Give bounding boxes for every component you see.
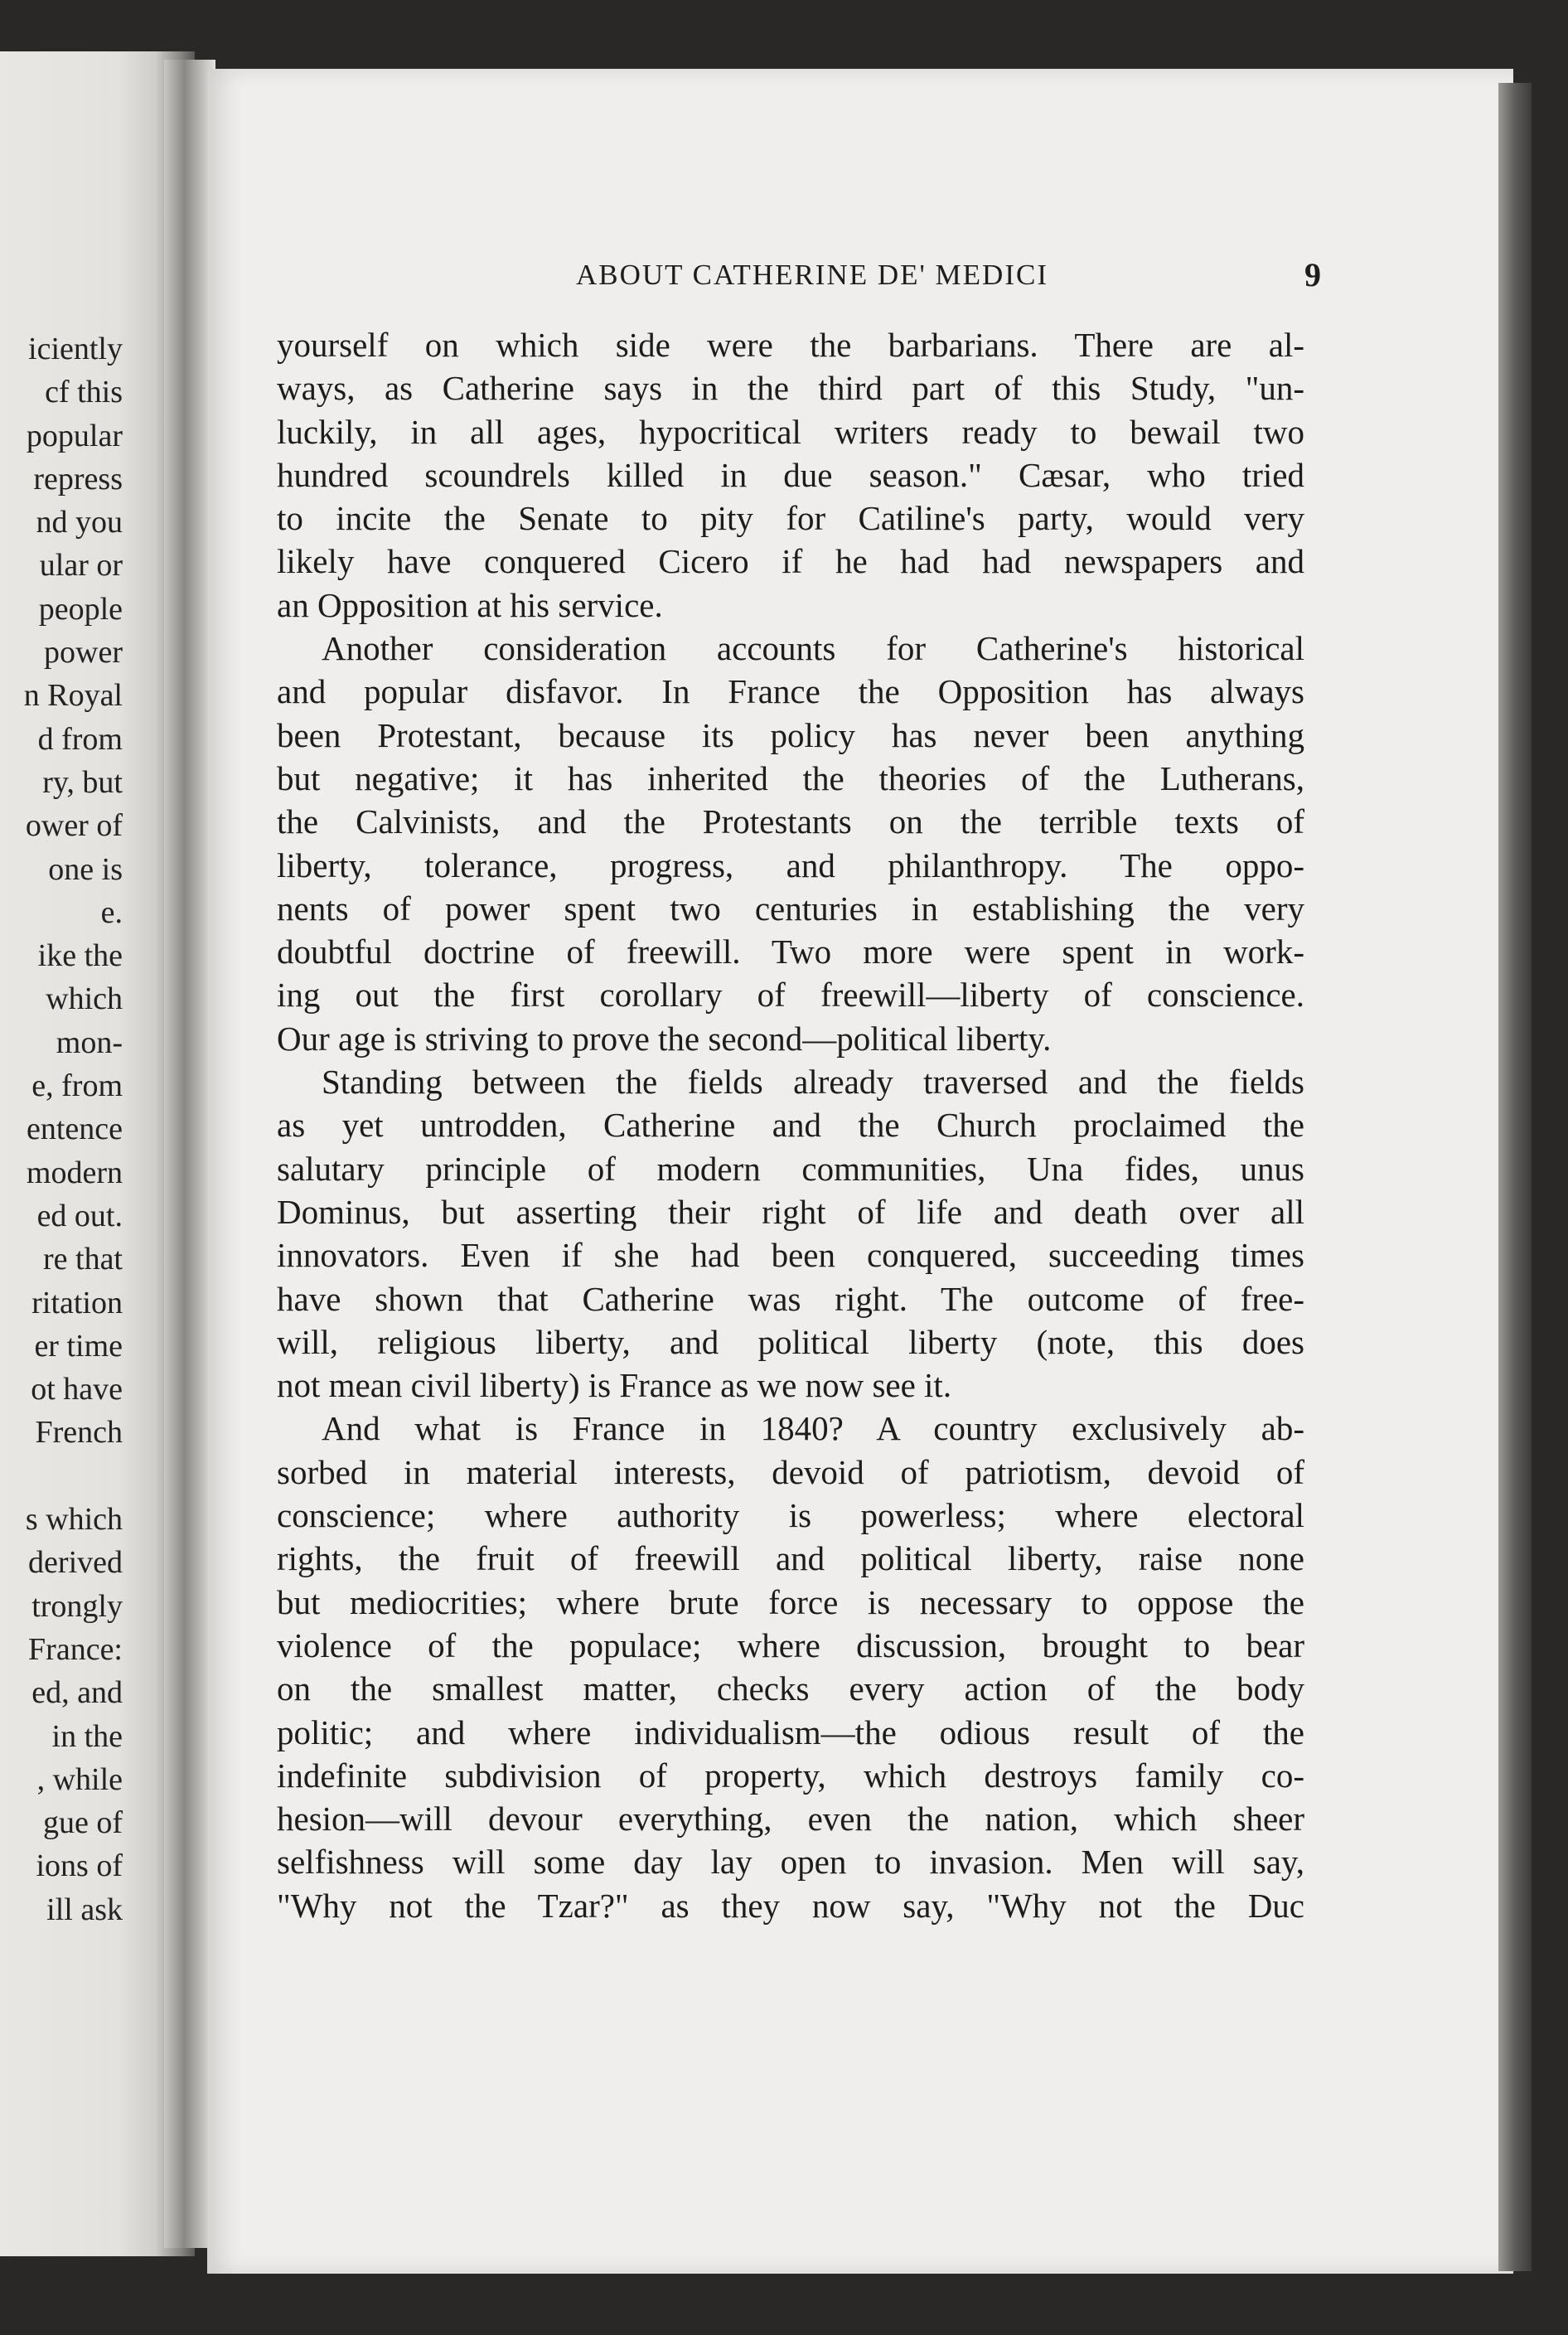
text-line: likely have conquered Cicero if he had had newspapers and bbox=[277, 542, 1304, 581]
left-page-line: e, from bbox=[31, 1068, 123, 1104]
left-page-line: mon- bbox=[56, 1025, 123, 1060]
text-line: Our age is striving to prove the second—political liberty. bbox=[277, 1019, 1052, 1058]
left-page-line: cf this bbox=[45, 375, 123, 410]
text-line: sorbed in material interests, devoid of patriotism, devoid of bbox=[277, 1452, 1304, 1491]
left-page-line: s which bbox=[25, 1502, 123, 1538]
text-line: ways, as Catherine says in the third part of this Study, "un- bbox=[277, 369, 1304, 408]
left-page-line: gue of bbox=[42, 1805, 123, 1841]
left-page-line: power bbox=[44, 635, 123, 671]
left-page-line: iciently bbox=[28, 332, 123, 366]
text-line: And what is France in 1840? A country exclusively ab- bbox=[322, 1409, 1304, 1448]
left-page-line: ower of bbox=[25, 808, 123, 844]
page-edge bbox=[1498, 83, 1532, 2271]
left-page-line: people bbox=[38, 591, 123, 627]
left-page-line: popular bbox=[26, 418, 123, 453]
text-line: yourself on which side were the barbarians. There are al- bbox=[277, 326, 1304, 364]
left-page-line: in the bbox=[51, 1718, 123, 1754]
left-page-line: d from bbox=[37, 721, 123, 757]
text-line: Standing between the fields already traversed and the fields bbox=[322, 1063, 1304, 1102]
left-page-line: which bbox=[46, 981, 123, 1017]
text-line: hundred scoundrels killed in due season." Cæsar, who tried bbox=[277, 455, 1304, 494]
left-page-line: ot have bbox=[31, 1372, 123, 1407]
left-page-line: ike the bbox=[37, 938, 123, 974]
left-page-line: re that bbox=[42, 1242, 123, 1277]
text-line: ing out the first corollary of freewill—liberty of conscience. bbox=[277, 976, 1304, 1015]
text-line: Dominus, but asserting their right of life and death over all bbox=[277, 1192, 1304, 1231]
left-page-line: nd you bbox=[36, 505, 123, 540]
text-line: but mediocrities; where brute force is necessary to oppose the bbox=[277, 1582, 1304, 1621]
text-line: to incite the Senate to pity for Catiline's party, would very bbox=[277, 499, 1304, 538]
text-line: Another consideration accounts for Catherine's historical bbox=[322, 629, 1304, 668]
text-line: and popular disfavor. In France the Opposition has always bbox=[277, 672, 1304, 711]
left-page-line bbox=[0, 1455, 123, 1498]
text-line: but negative; it has inherited the theories of the Lutherans, bbox=[277, 758, 1304, 797]
body-text bbox=[277, 323, 1304, 1927]
text-line: nents of power spent two centuries in establishing the very bbox=[277, 889, 1304, 928]
left-page-line: repress bbox=[33, 461, 123, 497]
left-page-line: entence bbox=[26, 1112, 123, 1147]
left-page-line: ed out. bbox=[36, 1198, 123, 1233]
text-line: not mean civil liberty) is France as we now see it. bbox=[277, 1366, 952, 1405]
left-page-text bbox=[0, 327, 123, 1931]
left-page-line: er time bbox=[34, 1328, 123, 1364]
left-page-line: ill ask bbox=[46, 1892, 123, 1927]
left-page-line: French bbox=[35, 1415, 123, 1451]
text-line: politic; and where individualism—the odious result of the bbox=[277, 1712, 1304, 1751]
left-page-line: ions of bbox=[36, 1848, 123, 1884]
left-page-line: trongly bbox=[31, 1588, 123, 1624]
left-page-line: ry, but bbox=[42, 764, 123, 800]
text-line: doubtful doctrine of freewill. Two more were spent in work- bbox=[277, 933, 1304, 971]
page-number: 9 bbox=[1304, 256, 1321, 293]
left-page-line: derived bbox=[28, 1545, 123, 1581]
text-line: conscience; where authority is powerless; where electoral bbox=[277, 1496, 1304, 1535]
left-page-line: ed, and bbox=[31, 1675, 123, 1711]
text-line: innovators. Even if she had been conquered, succeeding times bbox=[277, 1236, 1304, 1275]
left-page-line: France: bbox=[28, 1631, 123, 1667]
text-line: violence of the populace; where discussion, brought to bear bbox=[277, 1625, 1304, 1664]
text-line: been Protestant, because its policy has never been anything bbox=[277, 715, 1304, 754]
text-line: luckily, in all ages, hypocritical writers ready to bewail two bbox=[277, 412, 1304, 451]
text-line: "Why not the Tzar?" as they now say, "Why not the Duc bbox=[277, 1886, 1304, 1925]
left-page-line: e. bbox=[100, 894, 123, 930]
text-line: rights, the fruit of freewill and political liberty, raise none bbox=[277, 1539, 1304, 1578]
left-page-line: ular or bbox=[39, 548, 123, 584]
text-line: salutary principle of modern communities, Una fides, unus bbox=[277, 1149, 1304, 1188]
left-page-line: n Royal bbox=[23, 678, 123, 714]
text-line: have shown that Catherine was right. The outcome of free- bbox=[277, 1279, 1304, 1318]
text-line: will, religious liberty, and political liberty (note, this does bbox=[277, 1322, 1304, 1361]
left-page-line: , while bbox=[36, 1761, 123, 1797]
text-line: indefinite subdivision of property, which destroys family co- bbox=[277, 1756, 1304, 1795]
left-page-line: ritation bbox=[31, 1285, 123, 1320]
left-page-line: one is bbox=[48, 851, 123, 887]
left-page-line: modern bbox=[26, 1155, 123, 1190]
text-line: liberty, tolerance, progress, and philanthropy. The oppo- bbox=[277, 845, 1304, 884]
text-line: selfishness will some day lay open to invasion. Men will say, bbox=[277, 1843, 1304, 1882]
text-line: the Calvinists, and the Protestants on the terrible texts of bbox=[277, 802, 1304, 841]
text-line: an Opposition at his service. bbox=[277, 585, 663, 624]
text-line: hesion—will devour everything, even the nation, which sheer bbox=[277, 1800, 1304, 1838]
text-line: as yet untrodden, Catherine and the Church proclaimed the bbox=[277, 1106, 1304, 1145]
running-head: ABOUT CATHERINE DE' MEDICI bbox=[576, 259, 1048, 291]
text-line: on the smallest matter, checks every action of the body bbox=[277, 1669, 1304, 1708]
